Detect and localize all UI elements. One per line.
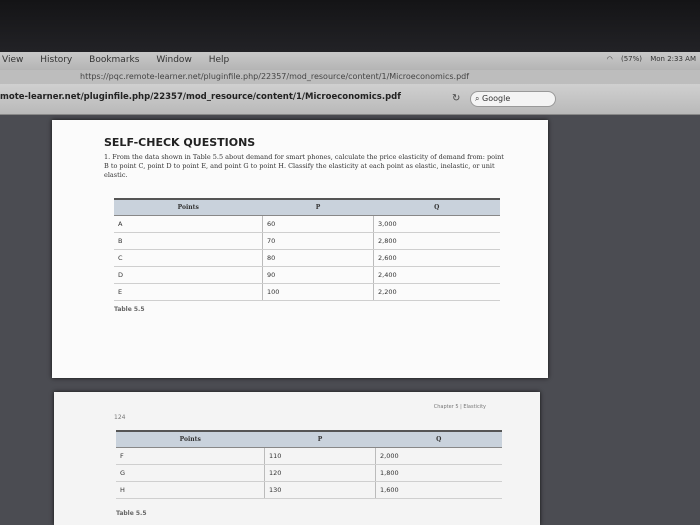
menu-help[interactable]: Help [208, 55, 230, 65]
cell-point: F [116, 448, 265, 465]
cell-price: 110 [265, 448, 376, 465]
cell-point: A [114, 216, 263, 233]
cell-quantity: 3,000 [374, 216, 501, 233]
search-field[interactable] [470, 91, 556, 107]
cell-point: C [114, 250, 263, 267]
table-row [116, 465, 502, 482]
pdf-page-2 [54, 392, 540, 525]
header-points: Points [116, 431, 265, 448]
address-field[interactable]: mote-learner.net/pluginfile.php/22357/mod_resource/content/1/Microeconomics.pdf [0, 92, 401, 102]
cell-quantity: 2,200 [374, 284, 501, 301]
header-q: Q [374, 199, 501, 216]
cell-quantity: 1,800 [376, 465, 503, 482]
table-header-row [116, 431, 502, 448]
cell-quantity: 2,000 [376, 448, 503, 465]
table-row [114, 216, 500, 233]
header-q: Q [376, 431, 503, 448]
table-row [116, 448, 502, 465]
monitor-bezel [0, 0, 700, 52]
cell-price: 100 [263, 284, 374, 301]
table-row [114, 250, 500, 267]
full-url-bar [0, 70, 700, 84]
wifi-icon[interactable]: ◠ [606, 55, 613, 63]
page-number: 124 [114, 414, 126, 421]
cell-quantity: 1,600 [376, 482, 503, 499]
cell-point: G [116, 465, 265, 482]
table-row [116, 482, 502, 499]
table-row [114, 284, 500, 301]
cell-point: H [116, 482, 265, 499]
pdf-page-1 [52, 120, 548, 378]
cell-quantity: 2,600 [374, 250, 501, 267]
chapter-label: Chapter 5 | Elasticity [433, 404, 486, 410]
table-header-row [114, 199, 500, 216]
table-caption: Table 5.5 [116, 510, 147, 517]
clock[interactable]: Mon 2:33 AM [650, 55, 696, 63]
header-points: Points [114, 199, 263, 216]
cell-quantity: 2,400 [374, 267, 501, 284]
cell-price: 120 [265, 465, 376, 482]
menu-view[interactable]: View [2, 55, 24, 65]
section-heading: SELF-CHECK QUESTIONS [104, 136, 256, 149]
cell-price: 130 [265, 482, 376, 499]
question-text: 1. From the data shown in Table 5.5 about demand for smart phones, calculate the price elasticity of demand from: point B to point C, point D to point E, and point G to point H. Classify the elasticity at each point as elastic, inelastic, or unit elastic. [104, 153, 504, 179]
header-p: P [265, 431, 376, 448]
table-row [114, 267, 500, 284]
reload-icon[interactable]: ↻ [452, 93, 461, 104]
cell-price: 90 [263, 267, 374, 284]
cell-price: 80 [263, 250, 374, 267]
header-p: P [263, 199, 374, 216]
menu-bookmarks[interactable]: Bookmarks [89, 55, 140, 65]
cell-point: B [114, 233, 263, 250]
menu-window[interactable]: Window [156, 55, 192, 65]
menu-history[interactable]: History [40, 55, 73, 65]
table-caption: Table 5.5 [114, 306, 145, 313]
full-url-text: https://pqc.remote-learner.net/pluginfile.php/22357/mod_resource/content/1/Microeconomics.pdf [80, 72, 470, 81]
search-placeholder: Google [482, 94, 511, 103]
cell-price: 60 [263, 216, 374, 233]
cell-price: 70 [263, 233, 374, 250]
browser-toolbar [0, 84, 700, 115]
search-icon: ⌕ [475, 94, 480, 103]
demand-table-continued [116, 430, 502, 499]
battery-label[interactable]: (57%) [620, 55, 642, 63]
demand-table [114, 198, 500, 301]
cell-point: E [114, 284, 263, 301]
table-row [114, 233, 500, 250]
cell-quantity: 2,800 [374, 233, 501, 250]
cell-point: D [114, 267, 263, 284]
menu-bar [0, 52, 700, 70]
